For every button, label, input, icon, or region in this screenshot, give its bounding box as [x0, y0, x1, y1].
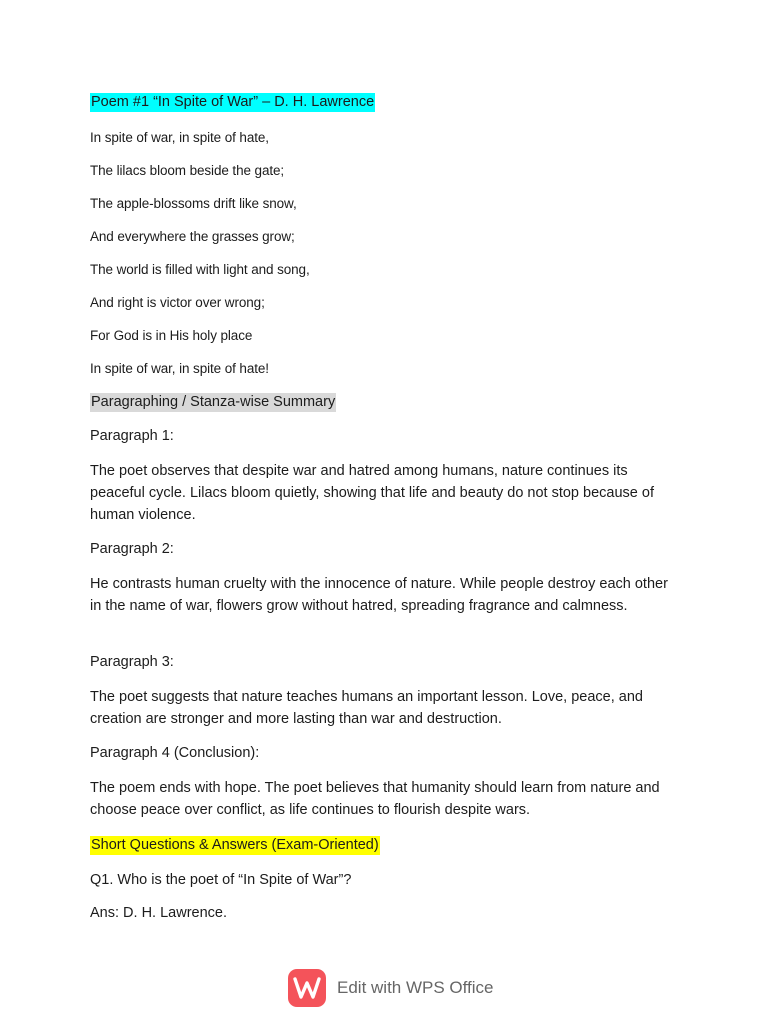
poem-line: In spite of war, in spite of hate! [90, 361, 269, 376]
wps-edit-label[interactable]: Edit with WPS Office [337, 978, 494, 997]
poem-line: The lilacs bloom beside the gate; [90, 163, 285, 178]
paragraph-text: The poet suggests that nature teaches humans an important lesson. Love, peace, and creation are stronger and more lasting than war and destruction. [90, 689, 643, 727]
poem-line: And everywhere the grasses grow; [90, 229, 295, 244]
wps-office-logo-icon [288, 969, 326, 1007]
paragraph-heading: Paragraph 3: [90, 654, 174, 670]
paragraph-text: The poem ends with hope. The poet believes that humanity should learn from nature and choose peace over conflict, as life continues to flourish despite wars. [90, 780, 660, 818]
poem-line: And right is victor over wrong; [90, 295, 265, 310]
paragraph-heading: Paragraph 1: [90, 428, 174, 444]
poem-line: The apple-blossoms drift like snow, [90, 196, 297, 211]
paragraph-text: The poet observes that despite war and hatred among humans, nature continues its peaceful cycle. Lilacs bloom quietly, showing that life and beauty do not stop because of human violence. [90, 463, 654, 523]
wps-edit-banner[interactable] [288, 968, 494, 1008]
poem-line: For God is in His holy place [90, 328, 253, 343]
poem-title: Poem #1 “In Spite of War” – D. H. Lawrence [91, 94, 375, 110]
paragraph-heading: Paragraph 2: [90, 541, 174, 557]
paragraph-heading: Paragraph 4 (Conclusion): [90, 745, 260, 761]
summary-heading: Paragraphing / Stanza-wise Summary [91, 394, 336, 410]
question-text: Q1. Who is the poet of “In Spite of War”? [90, 872, 352, 888]
poem-line: The world is filled with light and song, [90, 262, 310, 277]
qa-heading: Short Questions & Answers (Exam-Oriented) [91, 837, 379, 853]
poem-line: In spite of war, in spite of hate, [90, 130, 269, 145]
paragraph-text: He contrasts human cruelty with the innocence of nature. While people destroy each other in the name of war, flowers grow without hatred, spreading fragrance and calmness. [90, 576, 668, 614]
answer-text: Ans: D. H. Lawrence. [90, 905, 227, 921]
